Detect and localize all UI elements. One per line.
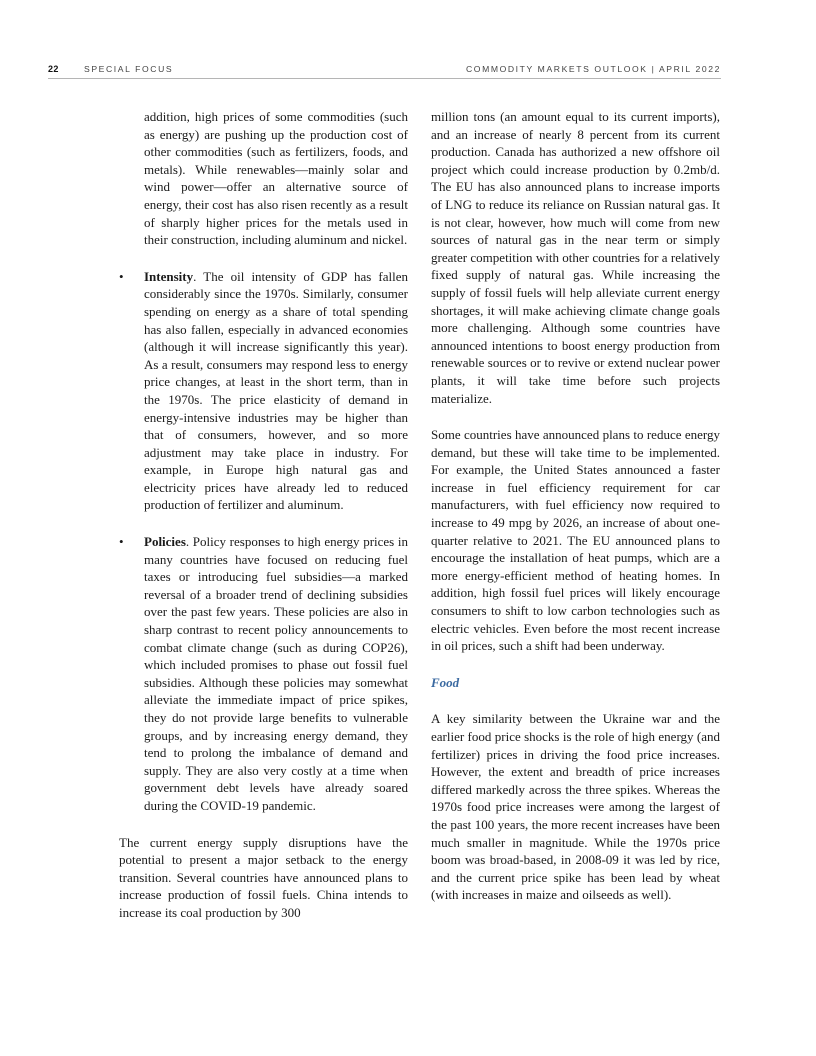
bullet-item-intensity bbox=[119, 268, 408, 514]
page-number: 22 bbox=[48, 64, 59, 74]
bullet-title-intensity: Intensity bbox=[144, 268, 194, 284]
body-paragraph: The current energy supply disruptions have the potential to present a major setback to the energy transition. Several countries have announced plans to increase production of fossil fuels. China intends to increase its coal production by 300 bbox=[119, 834, 408, 920]
body-paragraph: Some countries have announced plans to reduce energy demand, but these will take time to be implemented. For example, the United States announced a faster increase in fuel efficiency requirement for car manufacturers, with fuel efficiency now required to increase to 49 mpg by 2026, an increase of about one-quarter relative to 2021. The EU announced plans to encourage the installation of heat pumps, which are a more energy-efficient method of heating homes. In addition, high fossil fuel prices will likely encourage consumers to shift to low carbon technologies such as electric vehicles. Even before the most recent increase in oil prices, such a shift had been underway. bbox=[431, 427, 720, 654]
header-divider bbox=[48, 78, 721, 79]
running-title: COMMODITY MARKETS OUTLOOK | APRIL 2022 bbox=[465, 64, 721, 74]
bullet-item-policies bbox=[119, 533, 408, 815]
body-paragraph: A key similarity between the Ukraine war and the earlier food price shocks is the role of high energy (and fertilizer) prices in driving the food price increases. However, the extent and breadth of price increases differed markedly across the three spikes. Whereas the 1970s food price increases were among the largest of the past 100 years, the more recent increases have been much smaller in magnitude. While the 1970s price boom was broad-based, in 2008-09 it was led by rice, and the current price spike has been lead by wheat (with increases in maize and oilseeds as well). bbox=[431, 711, 720, 903]
section-subheading-food: Food bbox=[431, 674, 460, 690]
section-label: SPECIAL FOCUS bbox=[84, 64, 174, 74]
right-column bbox=[431, 108, 720, 923]
continuation-paragraph: addition, high prices of some commodities (such as energy) are pushing up the production cost of other commodities (such as fertilizers, foods, and metals). While renewables—mainly solar and wind power—offer an alternative source of energy, their cost has also risen recently as a result of sharply higher prices for the metals used in their construction, including aluminum and nickel. bbox=[144, 109, 408, 248]
bullet-text-policies: . Policy responses to high energy prices in many countries have focused on reducing fuel taxes or introducing fuel subsidies—a marked reversal of a broader trend of declining subsidies over the past few years. These policies are also in sharp contrast to recent policy announcements to combat climate change (such as during COP26), which included promises to phase out fossil fuel subsidies. Although these policies may somewhat alleviate the immediate impact of price spikes, they do not provide large benefits to vulnerable groups, and by increasing energy demand, they tend to prolong the imbalance of demand and supply. They are also very costly at a time when government debt levels have already soared during the COVID-19 pandemic. bbox=[144, 534, 408, 813]
bullet-marker: • bbox=[119, 534, 124, 550]
body-paragraph: million tons (an amount equal to its current imports), and an increase of nearly 8 percent from its current production. Canada has authorized a new offshore oil project which could increase production by 0.2mb/d. The EU has also announced plans to increase imports of LNG to reduce its reliance on Russian natural gas. It is not clear, however, how much will come from new sources of natural gas in the near term or simply greater competition with other countries for a relatively fixed supply of natural gas. While increasing the supply of fossil fuels will help alleviate current energy shortages, it will make achieving climate change goals more challenging. Although some countries have announced intentions to boost energy production from renewable sources or to revive or extend nuclear power plants, it will take time before such projects materialize. bbox=[431, 109, 720, 406]
bullet-title-policies: Policies bbox=[144, 534, 186, 550]
bullet-marker: • bbox=[119, 268, 124, 284]
left-column bbox=[119, 108, 408, 941]
bullet-text-intensity: . The oil intensity of GDP has fallen considerably since the 1970s. Similarly, consumer spending on energy as a share of total spending has also fallen, especially in advanced economies (although it will increase significantly this year). As a result, consumers may respond less to energy price changes, at least in the short term, than in the 1970s. The price elasticity of demand in energy-intensive industries may be higher than that of consumers, however, and so more adjustment may take place in industry. For example, in Europe high natural gas and electricity prices have already led to reduced production of fertilizer and aluminum. bbox=[144, 268, 408, 513]
